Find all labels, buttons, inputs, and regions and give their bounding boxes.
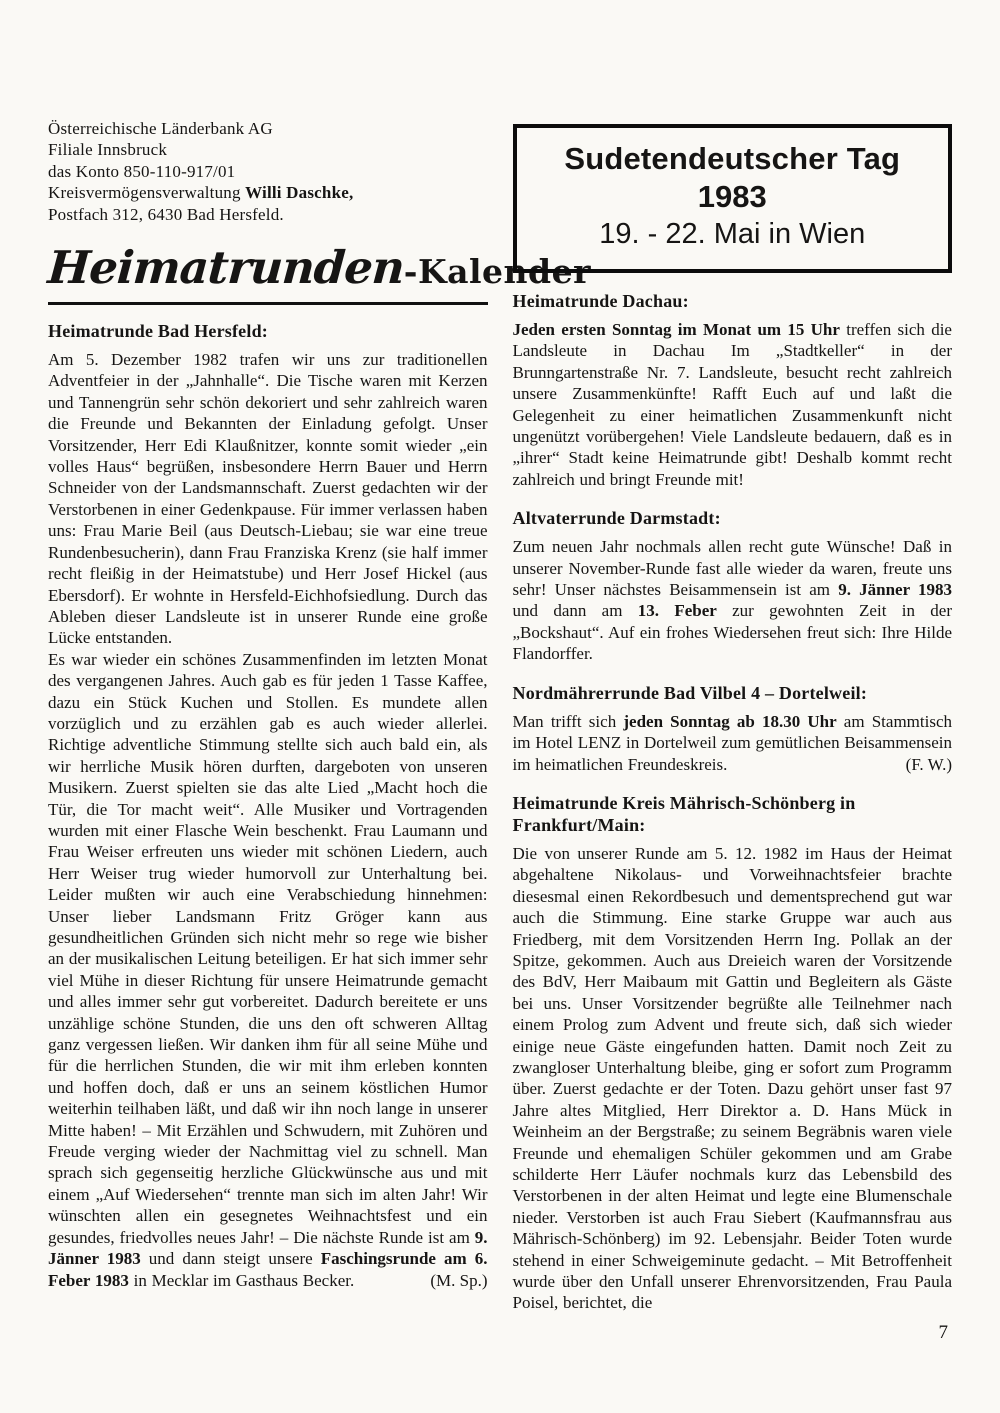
section-heading-maehrisch-schoenberg: Heimatrunde Kreis Mährisch-Schönberg in Frankfurt/Main: [512, 792, 856, 835]
address-line: Österreichische Länderbank AG [48, 119, 273, 138]
section-heading-dachau: Heimatrunde Dachau: [512, 291, 689, 311]
left-column [46, 0, 592, 1314]
author-initials: (F. W.) [905, 754, 952, 774]
heimatrunden-kalender-masthead [46, 241, 592, 305]
masthead-suffix-text: -Kalender [403, 252, 592, 292]
page-number: 7 [938, 1322, 948, 1343]
address-line: Kreisvermögensverwaltung Willi Daschke, [48, 183, 354, 203]
bad-hersfeld-paragraph-2: Es war wieder ein schönes Zusammenfinden im letzten Monat des vergangenen Jahres. Auch gab es für jeden 1 Tasse Kaffee, dazu ein Stück Kuchen und Stollen. Es mundete allen vorzüglich und zu erzählen gab es auch wieder allerlei. Richtige adventliche Stimmung stellte sich auch bald ein, als wir herrliche Musik hören durften, dargeboten von unseren Musikern. Zuerst spielten sie das alte Lied „Macht hoch die Tür, die Tor macht weit“. Alle Musiker und Vortragenden wurden mit einer Flasche Wein beschenkt. Frau Laumann und Frau Weiser erfreuten uns wieder mit schönen Liedern, auch Herr Weiser trug wieder humorvoll zur Unterhaltung bei. Leider mußten wir auch eine Verabschiedung hinnehmen: Unser lieber Landsmann Fritz Gröger kann aus gesundheitlichen Gründen sich nicht mehr so rege wie bisher an der musikalischen Leitung beteiligen. Er hat sich immer sehr viel Mühe in dieser Richtung für unsere Heimatrunde gemacht und alles immer sehr gut vorbereitet. Dadurch bereitete er uns unzählige schöne Stunden, die uns den oft schweren Alltag ganz vergessen ließen. Wir danken ihm für all seine Mühe und für die herrlichen Stunden, die wir mit ihm erleben konnten und hoffen doch, daß er uns an seinem köstlichen Humor weiterhin teilhaben läßt, und daß wir ihn noch lange in unserer Mitte haben! – Mit Erzählen und Schwudern, mit Zuhören und Freude verging wieder der Nachmittag viel zu schnell. Man sprach sich gegenseitig herzliche Glückwünsche aus und mit einem „Auf Wiedersehen“ trennte man sich im alten Jahr! Wir wünschten allen ein gesegnetes Weihnachtsfest und ein gesundes, friedvolles neues Jahr! – Die nächste Runde ist am 9. Jänner 1983 und dann steigt unsere Faschingsrunde am 6. Feber 1983 in Mecklar im Gasthaus Becker. [48, 649, 488, 1290]
bad-vilbel-paragraph: Man trifft sich jeden Sonntag ab 18.30 Uhr am Stammtisch im Hotel LENZ in Dortelweil zum gemütlichen Beisammensein im heimatlichen Freundeskreis. [512, 711, 952, 774]
bank-address-block [48, 118, 488, 225]
masthead-script-text: Heimatrunden [46, 241, 406, 295]
maehrisch-schoenberg-paragraph: Die von unserer Runde am 5. 12. 1982 im Haus der Heimat abgehaltene Nikolaus- und Vorweihnachtsfeier brachte diesesmal einen Rekordbesuch und dementsprechend gut war auch die Stimmung. Eine starke Gruppe war auch aus Friedberg, mit dem Vorsitzenden Herrn Ing. Pollak an der Spitze, gekommen. Auch aus Dreieich waren der Vorsitzende des BdV, Herr Maibaum mit Gattin und Begleitern als Gäste bei uns. Unser Vorsitzender begrüßte alle Teilnehmer nach einem Prolog zum Advent und freute sich, daß sich wieder einige neue Gäste eingefunden hatten. Damit noch Zeit zu zwangloser Unterhaltung bleibe, ging er sofort zum Programm über. Zuerst gedachte er der Toten. Dazu gehört unser fast 97 Jahre altes Mitglied, Herr Direktor a. D. Hans Mück in Weinheim an der Bergstraße; zu seinem Begräbnis waren viele Freunde und ehemaligen Schüler gekommen und am Grabe schilderte Herr Läufer nochmals kurz das Lebensbild des Verstorbenen in der alten Heimat und legte eine Blumenschale nieder. Verstorben ist auch Frau Siebert (Kaufmannsfrau aus Mährisch-Schönberg) im 92. Lebensjahr. Beider Toten wurde stehend in einer Schweigeminute gedacht. – Mit Betroffenheit wurde über den Unfall unserer Ehrenvorsitzenden, Frau Paula Poisel, berichtet, die [512, 843, 952, 1313]
address-line: das Konto 850-110-917/01 [48, 161, 236, 181]
event-date-location: 19. - 22. Mai in Wien [599, 218, 866, 250]
address-line: Postfach 312, 6430 Bad Hersfeld. [48, 204, 284, 224]
dachau-paragraph: Jeden ersten Sonntag im Monat um 15 Uhr treffen sich die Landsleute in Dachau Im „Stadtkeller“ in der Brunngartenstraße Nr. 7. Landsleute, besucht recht zahlreich unsere Zusammenkünfte! Rafft Euch auf und laßt die Gelegenheit zu einer heimatlichen Zusammenkunft nicht ungenützt vorübergehen! Viele Landsleute bedauern, daß es in „ihrer“ Stadt keine Heimatrunde gibt! Deshalb kommt recht zahlreich und bringt Freunde mit! [512, 320, 952, 489]
section-heading-bad-vilbel: Nordmährerrunde Bad Vilbel 4 – Dortelweil: [512, 682, 868, 703]
event-announcement-box [513, 124, 953, 273]
author-initials: (M. Sp.) [430, 1270, 488, 1290]
event-title: Sudetendeutscher Tag [564, 141, 901, 176]
address-line: Filiale Innsbruck [48, 140, 168, 160]
darmstadt-paragraph: Zum neuen Jahr nochmals allen recht gute Wünsche! Daß in unserer November-Runde fast alle wieder da waren, freute uns sehr! Unser nächstes Beisammensein ist am 9. Jänner 1983 und dann am 13. Feber zur gewohnten Zeit in der „Bockshaut“. Auf ein frohes Wiedersehen freut sich: Ihre Hilde Flandorffer. [512, 537, 952, 664]
section-heading-bad-hersfeld: Heimatrunde Bad Hersfeld: [48, 321, 268, 342]
event-year: 1983 [697, 179, 767, 214]
section-heading-darmstadt: Altvaterrunde Darmstadt: [512, 508, 721, 529]
right-column [513, 0, 953, 1314]
bad-hersfeld-paragraph-1: Am 5. Dezember 1982 trafen wir uns zur traditionellen Adventfeier in der „Jahnhalle“. Die Tische waren mit Kerzen und Tannengrün sehr schön dekoriert und sehr zahlreich waren die Freunde und Bekannten der Einladung gefolgt. Unser Vorsitzender, Herr Edi Klaußnitzer, konnte somit wieder „ein volles Haus“ begrüßen, insbesondere Herrn Bauer und Herrn Schneider von der Landsmannschaft. Zuerst gedachten wir der Verstorbenen in einer Gedenkpause. Für immer verlassen haben uns: Frau Marie Beil (aus Deutsch-Liebau; sie war eine treue Rundenbesucherin), dann Frau Franziska Krenz (sie half immer recht fleißig in der Heimatstube) und Herr Josef Hickel (aus Ebersdorf). Er wohnte in Hersfeld-Eichhofsiedlung. Durch das Ableben dieser Landsleute ist in unserer Runde eine große Lücke entstanden. [48, 350, 488, 648]
